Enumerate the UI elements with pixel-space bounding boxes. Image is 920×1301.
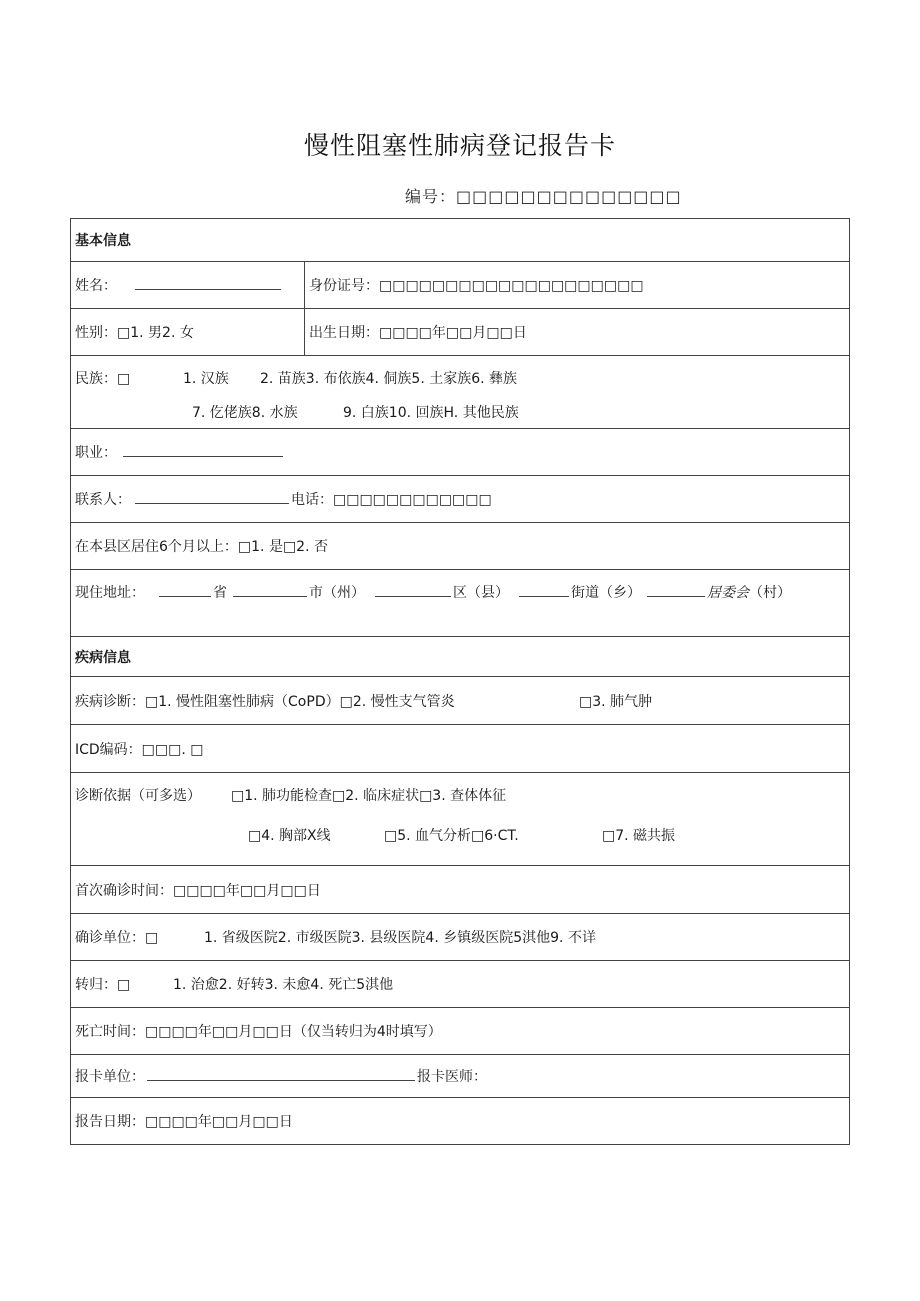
report-unit-cell (71, 1055, 850, 1098)
id-cell (305, 262, 850, 309)
address-label: 现住地址： (75, 585, 145, 601)
doctor-label: 报卡医师： (417, 1069, 487, 1085)
report-unit-label: 报卡单位： (75, 1069, 145, 1085)
address-province-field[interactable] (159, 584, 211, 597)
serial-boxes[interactable]: □□□□□□□□□□□□□□ (456, 187, 682, 206)
icd-field[interactable]: ICD编码：□□□. □ (75, 741, 204, 758)
address-street-label: 街道（乡） (571, 585, 641, 601)
basis-option-4[interactable]: □4. 胸部X线 (248, 828, 331, 844)
ethnic-opts-9-h: 9. 白族10. 回族H. 其他民族 (343, 405, 519, 421)
name-cell (71, 262, 305, 309)
death-time-cell (71, 1008, 850, 1055)
ethnic-opts-2-6: 2. 苗族3. 布依族4. 侗族5. 土家族6. 彝族 (260, 371, 518, 387)
name-field[interactable] (135, 277, 281, 290)
job-label: 职业： (75, 445, 117, 461)
section-basic-title: 基本信息 (75, 233, 131, 249)
ethnic-opts-7-8: 7. 仡佬族8. 水族 (192, 405, 298, 421)
name-label: 姓名： (75, 278, 117, 294)
ethnic-label[interactable]: 民族：□ (75, 371, 131, 387)
dob-field[interactable]: 出生日期：□□□□年□□月□□日 (309, 325, 527, 341)
dob-cell (305, 309, 850, 356)
job-cell (71, 429, 850, 476)
residence-field[interactable]: 在本县区居住6个月以上：□1. 是□2. 否 (75, 539, 328, 555)
outcome-cell (71, 961, 850, 1008)
phone-label: 电话： (291, 492, 333, 508)
diagnosis-cell (71, 677, 850, 725)
report-date-cell (71, 1098, 850, 1145)
section-disease-title: 疾病信息 (75, 649, 131, 666)
death-time-field[interactable]: 死亡时间：□□□□年□□月□□日（仅当转归为4时填写） (75, 1024, 442, 1040)
first-diagnosis-field[interactable]: 首次确诊时间：□□□□年□□月□□日 (75, 882, 321, 899)
phone-boxes[interactable]: □□□□□□□□□□□□ (333, 492, 492, 508)
basis-options-5-6[interactable]: □5. 血气分析□6·CT. (384, 828, 519, 844)
address-district-field[interactable] (375, 584, 451, 597)
serial-number (405, 184, 682, 207)
basis-options-1-3[interactable]: □1. 肺功能检查□2. 临床症状□3. 查体体征 (231, 788, 507, 804)
diagnosis-option-3[interactable]: □3. 肺气肿 (579, 693, 653, 710)
outcome-label[interactable]: 转归：□ (75, 977, 131, 993)
registration-form (70, 218, 850, 1145)
address-committee-field[interactable] (647, 584, 705, 597)
outcome-options: 1. 治愈2. 好转3. 未愈4. 死亡5淇他 (173, 977, 394, 993)
job-field[interactable] (123, 444, 283, 457)
report-unit-field[interactable] (147, 1068, 415, 1081)
section-disease-info (71, 637, 850, 677)
diagnosis-options-1-2[interactable]: 疾病诊断：□1. 慢性阻塞性肺病（CoPD）□2. 慢性支气管炎 (75, 693, 455, 710)
id-boxes[interactable]: □□□□□□□□□□□□□□□□□□□□ (379, 278, 644, 294)
contact-label: 联系人： (75, 492, 131, 508)
diagnosis-unit-cell (71, 914, 850, 961)
contact-cell (71, 476, 850, 523)
address-committee-label: 居委会 (707, 585, 749, 601)
report-date-field[interactable]: 报告日期：□□□□年□□月□□日 (75, 1114, 293, 1130)
address-cell (71, 570, 850, 637)
address-street-field[interactable] (519, 584, 569, 597)
basis-cell (71, 773, 850, 866)
sex-cell (71, 309, 305, 356)
section-basic-info (71, 219, 850, 262)
ethnic-cell (71, 356, 850, 429)
address-district-label: 区（县） (453, 585, 509, 601)
ethnic-opt-1: 1. 汉族 (183, 371, 229, 387)
address-city-field[interactable] (233, 584, 307, 597)
sex-field[interactable]: 性别：□1. 男2. 女 (75, 325, 194, 341)
address-province-label: 省 (213, 585, 227, 601)
form-title: 慢性阻塞性肺病登记报告卡 (303, 131, 616, 160)
id-label: 身份证号： (309, 278, 379, 294)
basis-option-7[interactable]: □7. 磁共振 (602, 828, 676, 844)
contact-field[interactable] (135, 491, 289, 504)
address-city-label: 市（州） (309, 585, 365, 601)
icd-cell (71, 725, 850, 773)
address-village-label: （村） (749, 585, 791, 601)
diagnosis-unit-options: 1. 省级医院2. 市级医院3. 县级医院4. 乡镇级医院5淇他9. 不详 (204, 930, 596, 946)
serial-label: 编号： (405, 187, 457, 206)
diagnosis-unit-label[interactable]: 确诊单位：□ (75, 930, 159, 946)
residence-cell (71, 523, 850, 570)
first-diagnosis-cell (71, 866, 850, 914)
basis-label: 诊断依据（可多选） (75, 788, 201, 804)
